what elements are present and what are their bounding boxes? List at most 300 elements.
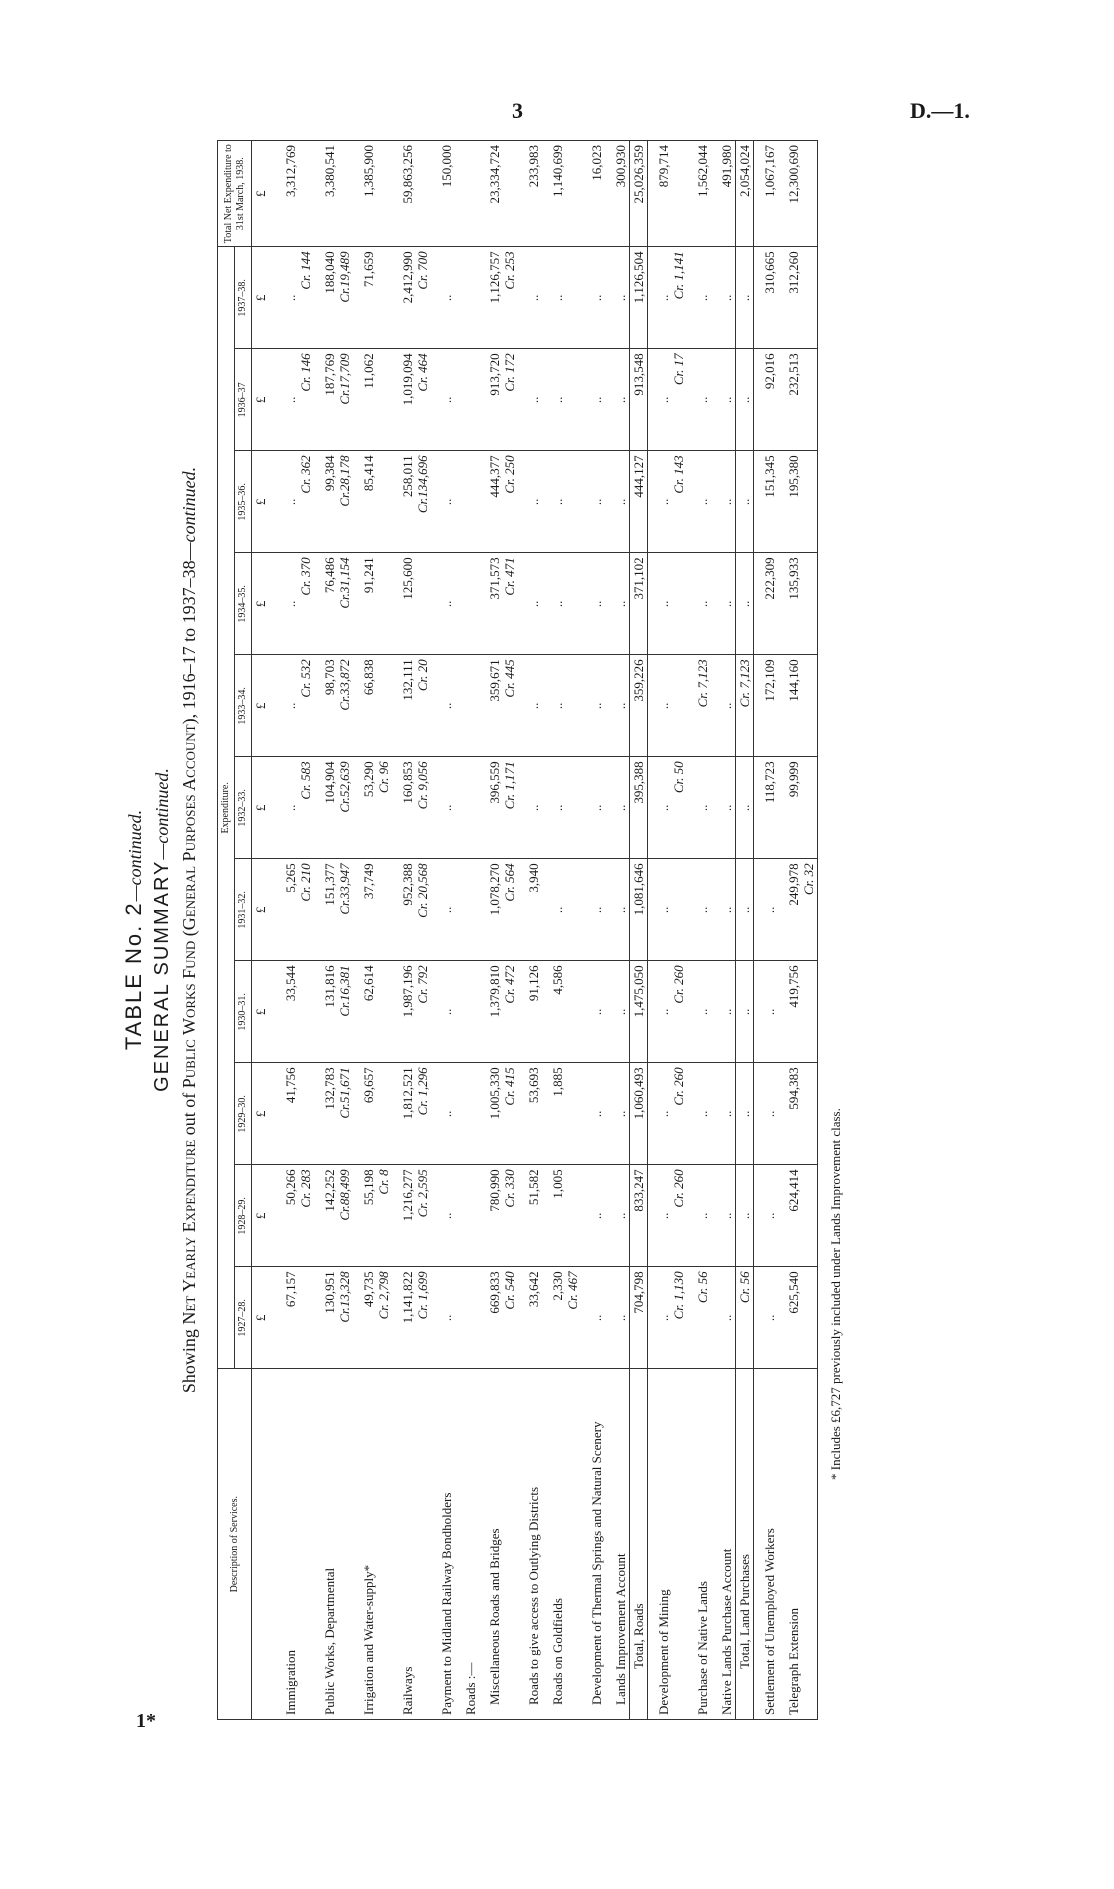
year-cell (736, 553, 754, 655)
table-title-suffix: —continued. (125, 809, 145, 902)
table-row (518, 141, 542, 1720)
row-description: Payment to Midland Railway Bondholders (439, 1492, 454, 1715)
year-cell (778, 247, 818, 349)
cell-value: 3,380,541 (322, 145, 337, 197)
cell-value: .. (589, 498, 604, 506)
year-cell (431, 1165, 455, 1267)
expenditure-table (217, 140, 818, 1720)
year-cell (648, 655, 688, 757)
year-cell (269, 961, 314, 1063)
year-cell (353, 961, 392, 1063)
credit-value: Cr. 445 (502, 659, 517, 698)
credit-value: Cr.33,872 (337, 659, 352, 711)
row-description: Roads to give access to Outlying Districts (526, 1486, 541, 1705)
credit-value: Cr. 144 (298, 251, 313, 290)
row-description: Roads :— (463, 1662, 478, 1715)
cell-value: .. (737, 906, 752, 914)
credit-value: Cr. 540 (502, 1271, 517, 1310)
footnote: * Includes £6,727 previously included under Lands Improvement class. (828, 1108, 843, 1480)
year-cell (711, 1063, 736, 1165)
unit-symbol: £ (252, 349, 270, 451)
cell-value: .. (656, 600, 671, 608)
year-cell (542, 1165, 581, 1267)
cell-value: .. (656, 702, 671, 710)
year-cell (269, 349, 314, 451)
year-cell (581, 655, 605, 757)
cell-value: .. (589, 702, 604, 710)
cell-value: 151,377 (322, 863, 337, 906)
year-cell (518, 961, 542, 1063)
year-header: 1932–33. (235, 757, 252, 859)
cell-value: 1,216,277 (400, 1169, 415, 1222)
year-cell (648, 1267, 688, 1369)
year-header: 1929–30. (235, 1063, 252, 1165)
total-cell (630, 141, 648, 247)
year-cell (687, 553, 711, 655)
year-cell (581, 553, 605, 655)
year-cell (711, 961, 736, 1063)
year-cell (687, 349, 711, 451)
unit-symbol: £ (252, 553, 270, 655)
year-cell (581, 859, 605, 961)
year-cell (269, 451, 314, 553)
credit-value: Cr. 17 (671, 353, 686, 386)
cell-value: 37,749 (361, 863, 376, 900)
cell-value: 76,486 (322, 557, 337, 594)
year-cell (711, 247, 736, 349)
cell-value: .. (695, 906, 710, 914)
year-cell (518, 451, 542, 553)
credit-value: Cr. 2,595 (415, 1169, 430, 1218)
cell-value: 1,812,521 (400, 1067, 415, 1120)
credit-value: Cr. 7,123 (695, 659, 710, 708)
year-cell (314, 757, 353, 859)
year-cell (431, 451, 455, 553)
cell-value: .. (439, 1008, 454, 1016)
cell-value: .. (283, 294, 298, 302)
cell-value: 132,783 (322, 1067, 337, 1110)
cell-value: .. (719, 396, 734, 404)
credit-value: Cr. 9,056 (415, 761, 430, 810)
cell-value: .. (439, 1212, 454, 1220)
cell-value: .. (526, 804, 541, 812)
cell-value: .. (762, 1314, 777, 1322)
showing-c: out of (179, 1088, 199, 1140)
cell-value: 92,016 (762, 353, 777, 390)
cell-value: .. (613, 396, 628, 404)
year-cell (754, 961, 779, 1063)
cell-value: .. (695, 600, 710, 608)
cell-value: 300,930 (613, 145, 628, 188)
cell-value: .. (656, 294, 671, 302)
year-cell (431, 1267, 455, 1369)
cell-value: .. (439, 702, 454, 710)
unit-symbol: £ (252, 859, 270, 961)
cell-value: 491,980 (719, 145, 734, 188)
year-cell (687, 859, 711, 961)
cell-value: .. (719, 1212, 734, 1220)
year-cell (605, 859, 630, 961)
credit-value: Cr. 330 (502, 1169, 517, 1208)
cell-value: .. (695, 396, 710, 404)
cell-value: 249,978 (786, 863, 801, 906)
credit-value: Cr. 172 (502, 353, 517, 392)
cell-value: 4,586 (550, 965, 565, 995)
cell-value: 23,334,724 (487, 145, 502, 204)
cell-value: 1,005 (550, 1169, 565, 1199)
year-cell (778, 1063, 818, 1165)
year-cell (269, 1267, 314, 1369)
year-cell (314, 961, 353, 1063)
cell-value: 1,067,167 (762, 145, 777, 197)
sheet-mark: 1* (136, 1710, 156, 1732)
cell-value: .. (589, 1314, 604, 1322)
credit-value: Cr. 2,798 (376, 1271, 391, 1320)
table-row (581, 141, 605, 1720)
year-cell (518, 1063, 542, 1165)
year-cell (736, 247, 754, 349)
cell-value: .. (656, 498, 671, 506)
cell-value: 419,756 (786, 965, 801, 1008)
year-cell (542, 1063, 581, 1165)
year-cell (392, 1063, 431, 1165)
year-cell (711, 451, 736, 553)
cell-value: 25,026,359 (631, 145, 646, 204)
row-description: Public Works, Departmental (322, 1567, 337, 1715)
cell-value: .. (550, 600, 565, 608)
year-cell (581, 451, 605, 553)
cell-value: .. (737, 1110, 752, 1118)
cell-value: 879,714 (656, 145, 671, 188)
cell-value: 50,266 (283, 1169, 298, 1206)
cell-value: .. (439, 1314, 454, 1322)
year-cell (269, 859, 314, 961)
table-row (687, 141, 711, 1720)
year-cell (314, 451, 353, 553)
cell-value: .. (589, 600, 604, 608)
cell-value: 833,247 (631, 1169, 646, 1212)
cell-value: .. (613, 294, 628, 302)
year-cell (269, 655, 314, 757)
year-cell (736, 655, 754, 757)
year-cell (581, 349, 605, 451)
cell-value: .. (737, 498, 752, 506)
year-cell (353, 553, 392, 655)
total-cell (314, 141, 353, 247)
cell-value: .. (613, 906, 628, 914)
cell-value: 55,198 (361, 1169, 376, 1206)
cell-value: .. (439, 906, 454, 914)
year-cell (479, 247, 518, 349)
cell-value: .. (550, 702, 565, 710)
credit-value: Cr. 1,296 (415, 1067, 430, 1116)
page-number: 3 (512, 98, 523, 123)
cell-value: .. (695, 1212, 710, 1220)
year-cell (314, 553, 353, 655)
year-cell (778, 1165, 818, 1267)
credit-value: Cr. 471 (502, 557, 517, 596)
year-cell (605, 247, 630, 349)
year-cell (648, 961, 688, 1063)
cell-value: 258,011 (400, 455, 415, 498)
expenditure-header: Expenditure. (218, 247, 235, 1369)
cell-value: 150,000 (439, 145, 454, 188)
table-row (431, 141, 455, 1720)
cell-value: .. (737, 294, 752, 302)
year-cell (479, 349, 518, 451)
cell-value: .. (589, 1212, 604, 1220)
row-description: Miscellaneous Roads and Bridges (487, 1528, 502, 1705)
year-cell (542, 859, 581, 961)
year-cell (542, 757, 581, 859)
year-cell (542, 655, 581, 757)
table-row (455, 141, 479, 1720)
year-cell (630, 1267, 648, 1369)
cell-value: 11,062 (361, 353, 376, 389)
cell-value: 91,126 (526, 965, 541, 1002)
credit-value: Cr.19,489 (337, 251, 352, 303)
year-cell (754, 757, 779, 859)
row-description: Development of Thermal Springs and Natural Scenery (589, 1421, 604, 1705)
cell-value: 1,385,900 (361, 145, 376, 197)
year-cell (778, 961, 818, 1063)
year-cell (314, 859, 353, 961)
year-cell (269, 247, 314, 349)
year-cell (630, 859, 648, 961)
year-cell (630, 757, 648, 859)
row-description: Total, Land Purchases (737, 1554, 752, 1669)
cell-value: .. (762, 906, 777, 914)
cell-value: 12,300,690 (786, 145, 801, 204)
year-cell (431, 1063, 455, 1165)
year-header: 1930–31. (235, 961, 252, 1063)
unit-symbol: £ (252, 961, 270, 1063)
cell-value: .. (656, 1314, 671, 1322)
credit-value: Cr. 96 (376, 761, 391, 794)
credit-value: Cr. 1,141 (671, 251, 686, 300)
total-row (630, 141, 648, 1720)
year-cell (778, 757, 818, 859)
cell-value: 69,657 (361, 1067, 376, 1104)
year-cell (353, 1165, 392, 1267)
cell-value: .. (283, 600, 298, 608)
year-cell (542, 553, 581, 655)
year-cell (314, 1267, 353, 1369)
year-cell (736, 859, 754, 961)
credit-value: Cr. 1,699 (415, 1271, 430, 1320)
cell-value: 1,005,330 (487, 1067, 502, 1120)
row-description: Purchase of Native Lands (695, 1581, 710, 1715)
year-cell (542, 349, 581, 451)
table-row (778, 141, 818, 1720)
cell-value: .. (439, 294, 454, 302)
total-cell (605, 141, 630, 247)
cell-value: .. (656, 804, 671, 812)
year-cell (687, 247, 711, 349)
unit-row (252, 141, 270, 1720)
credit-value: Cr. 1,171 (502, 761, 517, 810)
table-row (754, 141, 779, 1720)
year-cell (269, 1165, 314, 1267)
year-cell (542, 961, 581, 1063)
credit-value: Cr.31,154 (337, 557, 352, 609)
credit-value: Cr. 532 (298, 659, 313, 698)
cell-value: .. (613, 1008, 628, 1016)
cell-value: 132,111 (400, 659, 415, 701)
credit-value: Cr. 792 (415, 965, 430, 1004)
year-cell (392, 553, 431, 655)
cell-value: 222,309 (762, 557, 777, 600)
row-description: Railways (400, 1666, 415, 1715)
year-cell (648, 859, 688, 961)
year-cell (754, 859, 779, 961)
cell-value: .. (613, 498, 628, 506)
year-cell (269, 553, 314, 655)
unit-symbol: £ (252, 757, 270, 859)
year-cell (581, 1063, 605, 1165)
year-cell (353, 655, 392, 757)
year-cell (754, 247, 779, 349)
cell-value: .. (550, 804, 565, 812)
cell-value: 1,140,699 (550, 145, 565, 197)
cell-value: 131,816 (322, 965, 337, 1008)
table-row (479, 141, 518, 1720)
year-cell (711, 553, 736, 655)
credit-value: Cr.17,709 (337, 353, 352, 405)
year-cell (687, 1063, 711, 1165)
cell-value: 41,756 (283, 1067, 298, 1104)
year-cell (431, 757, 455, 859)
cell-value: 359,671 (487, 659, 502, 702)
year-cell (736, 349, 754, 451)
cell-value: 160,853 (400, 761, 415, 804)
cell-value: 1,885 (550, 1067, 565, 1097)
unit-symbol: £ (252, 247, 270, 349)
cell-value: 3,940 (526, 863, 541, 893)
credit-value: Cr.88,499 (337, 1169, 352, 1221)
year-cell (630, 1165, 648, 1267)
year-cell (353, 349, 392, 451)
year-cell (581, 1267, 605, 1369)
total-cell (542, 141, 581, 247)
cell-value: .. (613, 1314, 628, 1322)
cell-value: 371,573 (487, 557, 502, 600)
year-cell (754, 655, 779, 757)
year-cell (648, 349, 688, 451)
total-cell (687, 141, 711, 247)
year-cell (392, 1165, 431, 1267)
year-cell (392, 859, 431, 961)
cell-value: 2,054,024 (737, 145, 752, 197)
cell-value: .. (613, 1212, 628, 1220)
year-cell (518, 553, 542, 655)
credit-value: Cr.33,947 (337, 863, 352, 915)
year-cell (687, 1165, 711, 1267)
summary-suffix: —continued. (152, 768, 172, 860)
year-cell (518, 1165, 542, 1267)
cell-value: 195,380 (786, 455, 801, 498)
table-row (353, 141, 392, 1720)
year-cell (605, 451, 630, 553)
year-cell (648, 1165, 688, 1267)
cell-value: .. (719, 702, 734, 710)
year-cell (392, 349, 431, 451)
year-cell (353, 757, 392, 859)
cell-value: .. (439, 804, 454, 812)
summary-title: GENERAL SUMMARY (151, 859, 173, 1092)
year-cell (431, 859, 455, 961)
year-cell (479, 1063, 518, 1165)
year-cell (630, 655, 648, 757)
credit-value: Cr. 56 (695, 1271, 710, 1304)
cell-value: 1,987,196 (400, 965, 415, 1018)
credit-value: Cr.16,381 (337, 965, 352, 1017)
year-cell (542, 247, 581, 349)
cell-value: 125,600 (400, 557, 415, 600)
total-cell (518, 141, 542, 247)
year-cell (736, 1267, 754, 1369)
cell-value: .. (695, 294, 710, 302)
row-description: Roads on Goldfields (550, 1598, 565, 1705)
total-cell (581, 141, 605, 247)
year-cell (687, 757, 711, 859)
year-cell (736, 1165, 754, 1267)
row-description: Native Lands Purchase Account (719, 1548, 734, 1715)
total-cell (392, 141, 431, 247)
total-cell (431, 141, 455, 247)
year-cell (648, 553, 688, 655)
cell-value: .. (613, 1110, 628, 1118)
credit-value: Cr. 415 (502, 1067, 517, 1106)
cell-value: .. (719, 498, 734, 506)
cell-value: .. (695, 1110, 710, 1118)
cell-value: .. (283, 804, 298, 812)
cell-value: .. (613, 702, 628, 710)
year-cell (431, 553, 455, 655)
total-cell (648, 141, 688, 247)
cell-value: 144,160 (786, 659, 801, 702)
year-cell (431, 349, 455, 451)
total-cell (754, 141, 779, 247)
year-cell (431, 247, 455, 349)
cell-value: 233,983 (526, 145, 541, 188)
year-cell (754, 451, 779, 553)
table-title (120, 140, 149, 1720)
cell-value: 53,290 (361, 761, 376, 798)
cell-value: 5,265 (283, 863, 298, 893)
total-cell (479, 141, 518, 247)
year-cell (736, 961, 754, 1063)
year-cell (353, 247, 392, 349)
cell-value: 67,157 (283, 1271, 298, 1308)
credit-value: Cr. 253 (502, 251, 517, 290)
year-cell (605, 655, 630, 757)
year-cell (605, 1165, 630, 1267)
table-row (605, 141, 630, 1720)
credit-value: Cr. 583 (298, 761, 313, 800)
year-cell (736, 757, 754, 859)
cell-value: 91,241 (361, 557, 376, 594)
year-cell (687, 451, 711, 553)
cell-value: .. (589, 294, 604, 302)
year-cell (269, 1063, 314, 1165)
year-cell (392, 247, 431, 349)
year-cell (648, 451, 688, 553)
cell-value: 310,665 (762, 251, 777, 294)
year-cell (479, 553, 518, 655)
unit-symbol: £ (252, 141, 270, 247)
year-cell (778, 859, 818, 961)
